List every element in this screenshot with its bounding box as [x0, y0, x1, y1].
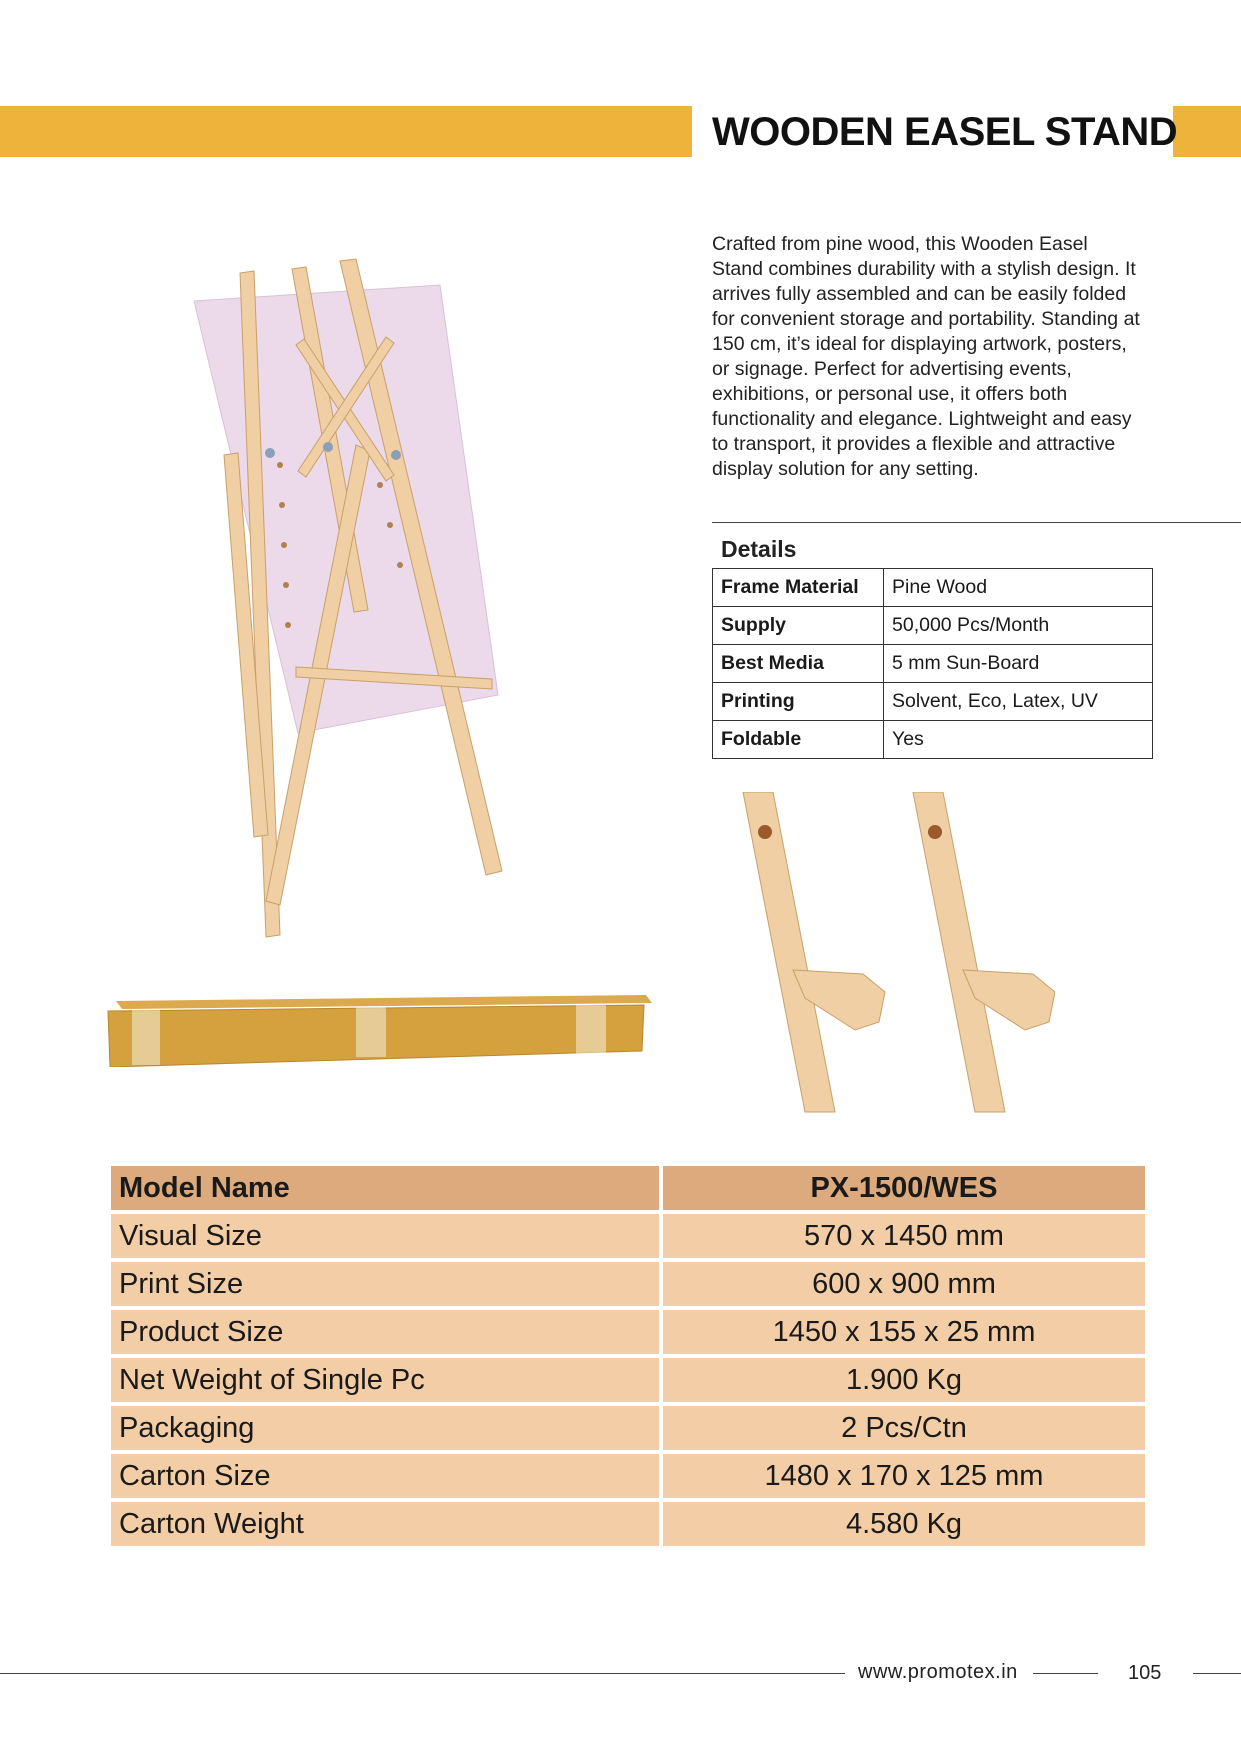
footer-divider	[1193, 1673, 1241, 1674]
spec-header-row	[111, 1166, 1145, 1210]
table-row	[111, 1358, 1145, 1402]
table-row	[713, 683, 1153, 721]
table-row	[111, 1214, 1145, 1258]
table-row	[713, 607, 1153, 645]
page-number: 105	[1128, 1662, 1162, 1684]
spec-label: Net Weight of Single Pc	[111, 1358, 659, 1402]
spec-label: Model Name	[111, 1166, 659, 1210]
table-row	[713, 569, 1153, 607]
detail-value: 50,000 Pcs/Month	[884, 607, 1153, 645]
spec-label: Product Size	[111, 1310, 659, 1354]
table-row	[111, 1262, 1145, 1306]
spec-value: 2 Pcs/Ctn	[663, 1406, 1145, 1450]
spec-label: Carton Size	[111, 1454, 659, 1498]
table-row	[111, 1454, 1145, 1498]
section-divider	[712, 522, 1241, 523]
spec-label: Visual Size	[111, 1214, 659, 1258]
spec-label: Print Size	[111, 1262, 659, 1306]
table-row	[713, 645, 1153, 683]
footer-divider	[0, 1673, 845, 1674]
detail-value: Solvent, Eco, Latex, UV	[884, 683, 1153, 721]
spec-label: Packaging	[111, 1406, 659, 1450]
easel-peg-closeup-image	[735, 792, 1055, 1114]
footer-website-link[interactable]: www.promotex.in	[858, 1661, 1018, 1683]
spec-value: 1450 x 155 x 25 mm	[663, 1310, 1145, 1354]
detail-label: Foldable	[713, 721, 884, 759]
spec-value: 600 x 900 mm	[663, 1262, 1145, 1306]
page-title: WOODEN EASEL STAND	[712, 110, 1178, 154]
spec-value: 1480 x 170 x 125 mm	[663, 1454, 1145, 1498]
detail-label: Best Media	[713, 645, 884, 683]
detail-label: Supply	[713, 607, 884, 645]
spec-value: 4.580 Kg	[663, 1502, 1145, 1546]
table-row	[713, 721, 1153, 759]
spec-value: PX-1500/WES	[663, 1166, 1145, 1210]
spec-value: 1.900 Kg	[663, 1358, 1145, 1402]
details-heading: Details	[721, 536, 797, 562]
detail-label: Printing	[713, 683, 884, 721]
detail-value: Pine Wood	[884, 569, 1153, 607]
table-row	[111, 1310, 1145, 1354]
title-band-left	[0, 106, 692, 157]
carton-box-image	[106, 995, 654, 1067]
easel-image	[180, 255, 560, 945]
spec-value: 570 x 1450 mm	[663, 1214, 1145, 1258]
table-row	[111, 1502, 1145, 1546]
details-table	[712, 568, 1153, 759]
table-row	[111, 1406, 1145, 1450]
product-description: Crafted from pine wood, this Wooden Easel Stand combines durability with a stylish design. It arrives fully assembled and can be easily folded for convenient storage and portability. Standing at 150 cm, it’s ideal for displaying artwork, posters, or signage. Perfect for advertising events, exhibitions, or personal use, it offers both functionality and elegance. Lightweight and easy to transport, it provides a flexible and attractive display solution for any setting.	[712, 233, 1140, 480]
detail-value: 5 mm Sun-Board	[884, 645, 1153, 683]
detail-value: Yes	[884, 721, 1153, 759]
spec-label: Carton Weight	[111, 1502, 659, 1546]
detail-label: Frame Material	[713, 569, 884, 607]
footer-divider	[1033, 1673, 1098, 1674]
spec-table	[107, 1162, 1149, 1550]
title-band-right	[1173, 106, 1241, 157]
